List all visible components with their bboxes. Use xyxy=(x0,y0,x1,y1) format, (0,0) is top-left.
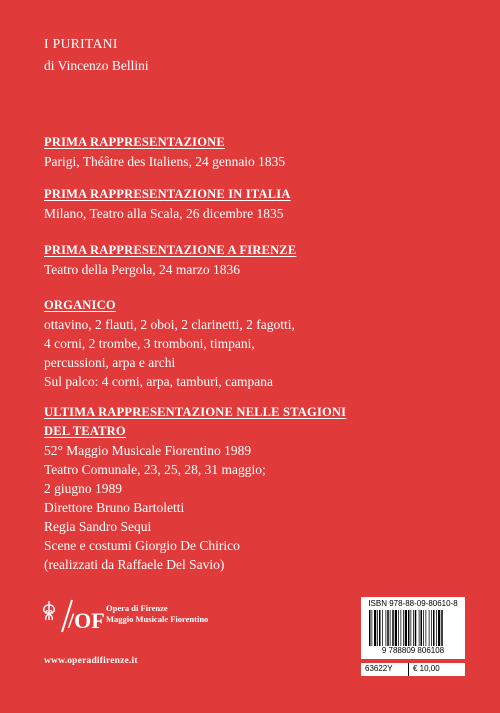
barcode-digits: 9 788809 806108 xyxy=(381,646,445,655)
section-line: Milano, Teatro alla Scala, 26 dicembre 1835 xyxy=(44,206,284,221)
section-prima-firenze xyxy=(44,241,296,279)
price-label xyxy=(361,663,465,676)
logo-letters: /OF xyxy=(68,608,105,633)
publisher-logo xyxy=(42,598,212,634)
logo-line-1: Opera di Firenze xyxy=(106,603,168,613)
section-heading: DEL TEATRO xyxy=(44,424,126,438)
section-heading: PRIMA RAPPRESENTAZIONE A FIRENZE xyxy=(44,243,297,257)
section-line: percussioni, arpa e archi xyxy=(44,355,176,370)
logo-text xyxy=(106,603,208,625)
section-heading: ORGANICO xyxy=(44,298,116,312)
section-line: Teatro della Pergola, 24 marzo 1836 xyxy=(44,262,240,277)
section-heading: PRIMA RAPPRESENTAZIONE IN ITALIA xyxy=(44,187,291,201)
section-line: Scene e costumi Giorgio De Chirico xyxy=(44,538,240,553)
section-line: 2 giugno 1989 xyxy=(44,481,123,496)
website-link[interactable]: www.operadifirenze.it xyxy=(44,656,138,666)
section-ultima xyxy=(44,403,346,574)
isbn-text: ISBN 978-88-09-80610-8 xyxy=(368,599,458,608)
section-heading: ULTIMA RAPPRESENTAZIONE NELLE STAGIONI xyxy=(44,405,347,419)
section-line: 52° Maggio Musicale Fiorentino 1989 xyxy=(44,443,252,458)
barcode-icon xyxy=(369,610,461,646)
opera-composer: di Vincenzo Bellini xyxy=(44,58,149,73)
section-line: (realizzati da Raffaele Del Savio) xyxy=(44,557,225,572)
section-line: ottavino, 2 flauti, 2 oboi, 2 clarinetti, 2 fagotti, xyxy=(44,317,295,332)
section-line: Sul palco: 4 corni, arpa, tamburi, campana xyxy=(44,374,274,389)
section-line: Regia Sandro Sequi xyxy=(44,519,152,534)
florentine-lily-icon xyxy=(42,600,56,622)
section-line: Parigi, Théâtre des Italiens, 24 gennaio 1835 xyxy=(44,154,286,169)
barcode-label xyxy=(361,597,465,659)
section-line: 4 corni, 2 trombe, 3 tromboni, timpani, xyxy=(44,336,255,351)
price-text: € 10,00 xyxy=(413,664,440,673)
product-code: 63622Y xyxy=(365,664,393,673)
logo-line-2: Maggio Musicale Fiorentino xyxy=(106,614,209,624)
of-logo-mark xyxy=(60,598,105,634)
section-heading: PRIMA RAPPRESENTAZIONE xyxy=(44,135,225,149)
section-line: Teatro Comunale, 23, 25, 28, 31 maggio; xyxy=(44,462,266,477)
section-prima xyxy=(44,133,285,171)
section-organico xyxy=(44,296,295,391)
opera-title: I PURITANI xyxy=(44,36,118,51)
price-divider xyxy=(408,663,409,676)
section-prima-italia xyxy=(44,185,291,223)
section-line: Direttore Bruno Bartoletti xyxy=(44,500,185,515)
